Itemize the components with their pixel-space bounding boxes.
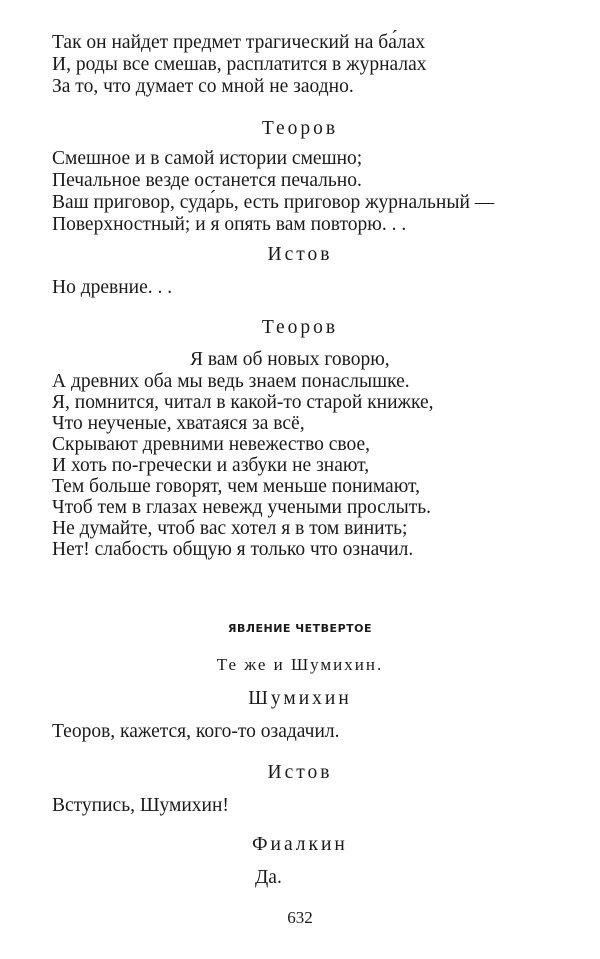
- verse-line: Да.: [255, 867, 282, 888]
- verse-line: Не думайте, чтоб вас хотел я в том винить;: [52, 518, 408, 539]
- verse-line: За то, что думает со мной не заодно.: [52, 76, 354, 97]
- verse-line: Смешное и в самой истории смешно;: [52, 148, 363, 169]
- speaker-name: Теоров: [261, 317, 339, 338]
- verse-line: Скрывают древними невежество свое,: [52, 434, 371, 455]
- verse-line: Но древние. . .: [52, 277, 173, 298]
- speaker-name: Истов: [267, 762, 333, 783]
- speaker-name: Фиалкин: [252, 834, 348, 855]
- stage-direction: Те же и Шумихин.: [216, 655, 384, 674]
- scene-title: ЯВЛЕНИЕ ЧЕТВЕРТОЕ: [228, 622, 372, 635]
- speaker-name: Истов: [267, 244, 333, 265]
- verse-line: А древних оба мы ведь знаем понаслышке.: [52, 371, 410, 392]
- speaker-name: Теоров: [261, 118, 339, 139]
- verse-line: И хоть по-гречески и азбуки не знают,: [52, 455, 370, 476]
- verse-line: Тем больше говорят, чем меньше понимают,: [52, 476, 420, 497]
- verse-line: Вступись, Шумихин!: [52, 795, 229, 816]
- verse-line: Печальное везде останется печально.: [52, 170, 362, 191]
- verse-line: Теоров, кажется, кого-то озадачил.: [52, 721, 340, 742]
- verse-line: Я вам об новых говорю,: [190, 349, 390, 370]
- verse-line: Нет! слабость общую я только что означил.: [52, 539, 414, 560]
- speaker-name: Шумихин: [248, 688, 352, 709]
- verse-line: Что неученые, хватаяся за всё,: [52, 413, 305, 434]
- verse-line: Чтоб тем в глазах невежд учеными прослыть.: [52, 497, 432, 518]
- verse-line: Ваш приговор, суда́рь, есть приговор журнальный —: [52, 192, 495, 213]
- verse-line: И, роды все смешав, расплатится в журналах: [52, 54, 427, 75]
- page-number: 632: [287, 908, 313, 927]
- verse-line: Так он найдет предмет трагический на ба́лах: [52, 32, 426, 53]
- verse-line: Поверхностный; и я опять вам повторю. . .: [52, 214, 407, 235]
- verse-line: Я, помнится, читал в какой-то старой книжке,: [52, 392, 434, 413]
